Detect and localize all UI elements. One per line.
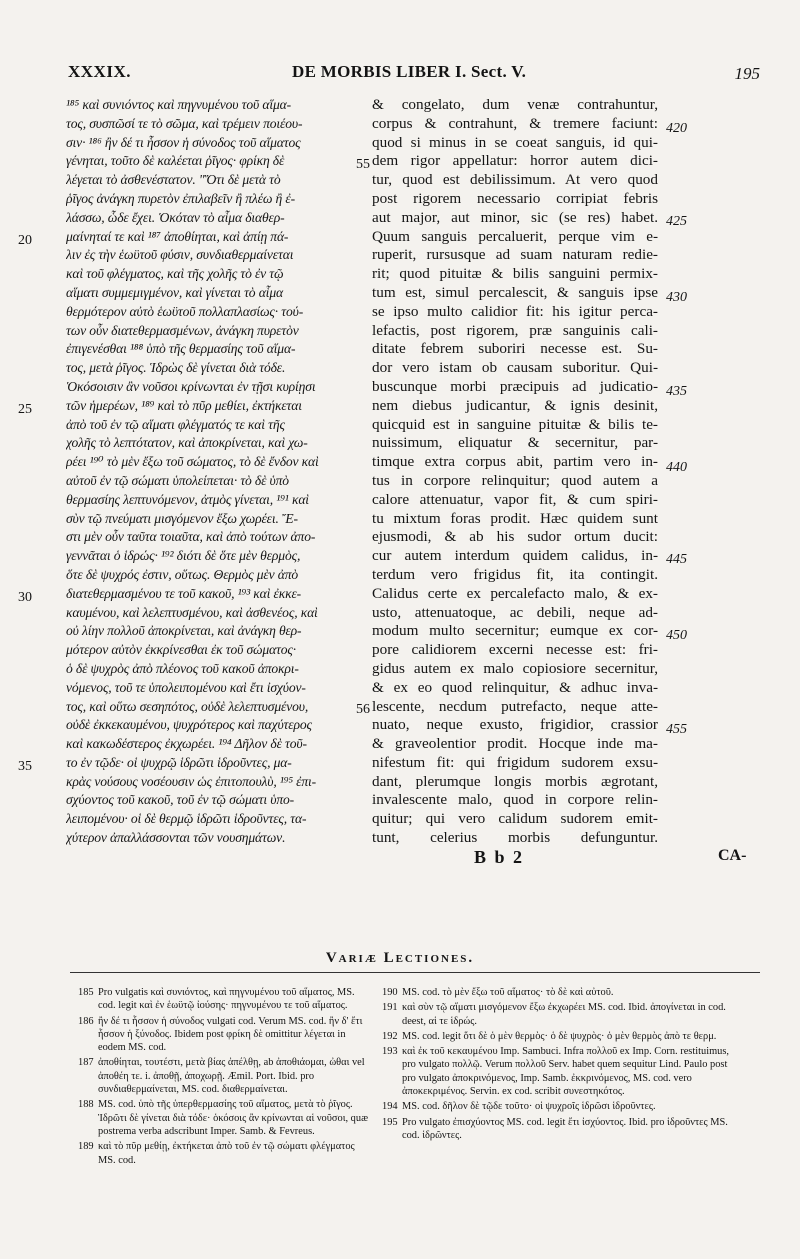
text-line: invalescente malo, quod in corpore relin- (372, 791, 658, 809)
text-line: καὶ κακωδέστερος ἐκχωρέει. ¹⁹⁴ Δῆλον δὲ τοῦ- (66, 736, 307, 752)
text-line: των οὖν διατεθερμασμένων, ἀνάγκη πυρετὸν (66, 322, 299, 338)
text-line: τος, καὶ οὕτω σεσηπότος, οὐδὲ λελεπτυσμένου, (66, 698, 309, 714)
text-line: Ὁκόσοισιν ἂν νοῦσοι κρίνωνται ἐν τῇσι κυρίῃσι (66, 378, 316, 394)
chapter-number: XXXIX. (68, 62, 131, 81)
text-line: & congelato, dum venæ contrahuntur, (372, 96, 658, 113)
line-number: 55 (356, 157, 370, 172)
text-line: νόμενος, τοῦ τε ὑπολειπομένου καὶ ἔτι ἰσχύον- (66, 679, 306, 695)
text-line: buscunque morbi præcipuis ad judicatio- (372, 377, 658, 395)
note-number: 185 (78, 987, 94, 998)
variant-readings-title: Variæ Lectiones. (325, 950, 475, 966)
text-line: quicquid est in sanguine pituitæ & bilis te- (372, 415, 658, 433)
text-line: nifestum fit: qui frigidum sudorem exsu- (372, 753, 658, 771)
text-line: dor vero istam ob causam suboritur. Qui- (372, 359, 658, 377)
text-line: tus in corpore relinquitur; quod autem a (372, 471, 658, 489)
text-line: οὐ λίην πολλοῦ ἀποκρίνεται, καὶ ἀνάγκη θερ- (66, 623, 302, 639)
text-line: Calidus certe ex percalefacto malo, & ex- (372, 584, 658, 602)
text-line: tunt, celerius morbis defunguntur. (372, 829, 658, 847)
line-number: 20 (18, 233, 32, 248)
text-line: tu mixtum foras prodit. Hæc quidem sunt (372, 509, 658, 527)
note-text: MS. cod. ὑπὸ τῆς ὑπερθερμασίης τοῦ αἵματος, μετὰ τὸ ῥῖγος. Ἱδρῶτι δὲ γίνεται διὰ τόδε· ὁκόσοις ἂν κρίνωνται αἱ νοῦσοι, quæ postrema verba adscribunt Imper. Samb. & Fevreus. (98, 1099, 369, 1137)
text-line: ἀπὸ τοῦ ἐν τῷ αἵματι φλέγματός τε καὶ τῆς (66, 416, 285, 432)
text-line: corpus & contrahunt, & tremere faciunt: (372, 114, 658, 132)
line-number: 445 (666, 552, 687, 567)
variant-note (78, 1015, 370, 1055)
variant-note (382, 1100, 738, 1113)
text-line: terdum vero frigidus fit, ita contingit. (372, 565, 658, 583)
text-line: nuato, neque exusto, frigidior, crassior (372, 716, 658, 734)
text-line: σιν· ¹⁸⁶ ἢν δέ τι ἧσσον ἡ σύνοδος τοῦ αἵματος (66, 134, 301, 150)
greek-text-column (66, 96, 362, 848)
divider-rule (70, 972, 760, 973)
variant-note (78, 1056, 370, 1096)
line-number: 35 (18, 759, 32, 774)
text-line: μότερον αὐτὸν ἐκκρίνεσθαι ἐκ τοῦ σώματος· (66, 642, 297, 658)
text-line: καυμένου, καὶ λελεπτυσμένου, καὶ ἀσθενέος, καὶ (66, 604, 318, 620)
text-line: rit; quod pituitæ & bilis sanguini permix- (372, 265, 658, 283)
line-number: 25 (18, 402, 32, 417)
text-line: το ἐν τῷδε· οἱ ψυχρῷ ἱδρῶτι ἱδροῦντες, μα- (66, 754, 292, 770)
text-line: ruperit, rursusque ad suam naturam redie- (372, 246, 658, 264)
text-line: αἵματι συμμεμιγμένον, καὶ γίνεται τὸ αἷμα (66, 284, 283, 300)
note-number: 190 (382, 987, 398, 998)
text-line: διατεθερμασμένου τε τοῦ κακοῦ, ¹⁹³ καὶ ἐκκε- (66, 585, 302, 601)
page-title: DE MORBIS LIBER I. Sect. V. (292, 62, 527, 81)
line-number: 450 (666, 628, 687, 643)
note-text: ἀποθίηται, τουτέστι, μετὰ βίας ἀπέλθῃ, ab ἀποθιάομαι, ὠθαι vel ἀποθέη τε. i. ἀποθῇ, ἀποχωρῇ. Æmil. Port. Ibid. pro συνδιαθερμαίνεται, MS. cod. διαθερμαίνεται. (98, 1057, 365, 1096)
note-text: Pro vulgato ἐπισχύοντος MS. cod. legit ἔτι ἰσχύοντος. Ibid. pro ἱδροῦντες MS. cod. ἱδρῶντες. (402, 1116, 728, 1141)
note-number: 194 (382, 1101, 398, 1113)
line-number: 430 (666, 290, 687, 305)
text-line: χολῆς τὸ λεπτότατον, καὶ ἀποκρίνεται, καὶ χω- (66, 435, 308, 451)
line-number: 420 (666, 121, 687, 136)
text-line: τος, συσπῶσί τε τὸ σῶμα, καὶ τρέμειν ποιέου- (66, 115, 303, 131)
text-line: ditate febrem suboriri necesse est. Su- (372, 340, 658, 358)
note-text: MS. cod. δῆλον δὲ τῷδε τοῦτο· οἱ ψυχροῖς ἱδρῶσι ἱδροῦντες. (402, 1101, 656, 1113)
text-line: quod si minus in se coeat sanguis, id qui- (372, 133, 658, 151)
text-line: quitur; qui vero calidum sudorem emit- (372, 810, 658, 828)
variant-note (382, 986, 738, 999)
text-line: post rigorem necessario corripiat febris (372, 189, 658, 207)
note-number: 187 (78, 1057, 94, 1069)
variant-note (382, 1045, 738, 1098)
variant-note (382, 1030, 738, 1043)
text-line: cur autem interdum quidem calidus, in- (372, 547, 658, 565)
note-number: 192 (382, 1030, 398, 1042)
running-header (60, 62, 770, 86)
text-line: λάσσω, ὧδε ἔχει. Ὁκόταν τὸ αἷμα διαθερ- (66, 209, 285, 225)
note-number: 189 (78, 1141, 94, 1153)
variant-notes-right (382, 986, 738, 1144)
variant-note (382, 1116, 738, 1143)
latin-text-column (372, 96, 658, 848)
line-number: 30 (18, 590, 32, 605)
text-line: τος, μετὰ ῥῖγος. Ἱδρὼς δὲ γίνεται διὰ τόδε. (66, 360, 286, 376)
note-text: καὶ τὸ πῦρ μεθίῃ, ἐκτήκεται ἀπὸ τοῦ ἐν τῷ σώματι φλέγματος MS. cod. (98, 1141, 355, 1166)
text-line: tum est, simul percalescit, & sanguis ipse (372, 283, 658, 301)
text-line: nem diebus judicantur, & ignis desinit, (372, 396, 658, 414)
text-line: στι μὲν οὖν ταῦτα τοιαῦτα, καὶ ἀπὸ τούτων ἀπο- (66, 529, 316, 545)
text-line: γεννᾶται ὁ ἱδρώς· ¹⁹² διότι δὲ ὅτε μὲν θερμὸς, (66, 548, 301, 564)
text-line: κρὰς νούσους νοσέουσιν ὡς ἐπιτοπουλὺ, ¹⁹⁵ ἐπι- (66, 773, 317, 789)
text-line: ¹⁸⁵ καὶ συνιόντος καὶ πηγνυμένου τοῦ αἵμα- (66, 97, 291, 112)
text-line: λέγεται τὸ ἀσθενέστατον. "Ὅτι δὲ μετὰ τὸ (66, 172, 281, 188)
text-line: & graveolentior prodit. Hocque inde ma- (372, 735, 658, 753)
text-line: τῶν ἡμερέων, ¹⁸⁹ καὶ τὸ πῦρ μεθίει, ἐκτήκεται (66, 397, 302, 413)
note-number: 191 (382, 1002, 398, 1014)
text-line: modum multo secernitur; eumque ex cor- (372, 622, 658, 640)
text-line: λιν ἐς τὴν ἑωϋτοῦ φύσιν, συνδιαθερμαίνεται (66, 247, 294, 263)
text-line: tur, quod est debilissimum. At vero quod (372, 171, 658, 189)
line-number: 56 (356, 702, 370, 717)
note-text: Pro vulgatis καὶ συνιόντος, καὶ πηγνυμένου τοῦ αἵματος, MS. cod. legit καὶ ἐν ἑωϋτῷ ἰούσης· πηγνυμένου τε τοῦ αἵματος. (98, 987, 355, 1012)
text-line: θερμασίης λεπτυνόμενον, ἀτμὸς γίνεται, ¹⁹¹ καὶ (66, 491, 309, 507)
text-line: θερμότερον αὐτὸ ἑωϋτοῦ πολλαπλασίως· τού- (66, 303, 304, 319)
text-line: μαίνηταί τε καὶ ¹⁸⁷ ἀποθίηται, καὶ ἀπίῃ πά- (66, 228, 289, 244)
text-line: καὶ τοῦ φλέγματος, καὶ τῆς χολῆς τὸ ἐν τῷ (66, 266, 284, 282)
text-line: ἐπιγενέσθαι ¹⁸⁸ ὑπὸ τῆς θερμασίης τοῦ αἵμα- (66, 341, 296, 357)
text-line: gidus autem ex malo copiosiore secernitur, (372, 659, 658, 677)
text-line: χύτερον ἀπαλλάσσονται τῶν νουσημάτων. (66, 830, 286, 846)
line-number: 425 (666, 214, 687, 229)
text-line: ὅτε δὲ ψυχρός ἐστιν, οὕτως. Θερμὸς μὲν ἀπὸ (66, 566, 299, 582)
text-line: & ex eo quod relinquitur, & adhuc inva- (372, 678, 658, 696)
text-line: nuissimum, eliquatur & secernitur, par- (372, 434, 658, 452)
line-number: 455 (666, 722, 687, 737)
note-number: 195 (382, 1116, 398, 1128)
text-line: ῥῖγος ἀνάγκη πυρετὸν ἐπιλαβεῖν ἢ πλέω ἢ ἐ- (66, 190, 295, 206)
text-line: ρέει ¹⁹⁰ τὸ μὲν ἔξω τοῦ σώματος, τὸ δὲ ἔνδον καὶ (66, 454, 319, 470)
signature-mark: B b 2 (474, 847, 525, 867)
page-number: 195 (734, 64, 760, 83)
variant-note (382, 1001, 738, 1028)
text-line: Quum sanguis percaluerit, perque vim e- (372, 227, 658, 245)
variant-note (78, 986, 370, 1013)
text-line: ejusmodi, & ab his sudor ortum ducit: (372, 528, 658, 546)
text-line: σχύοντος τοῦ κακοῦ, τοῦ ἐν τῷ σώματι ὑπο- (66, 792, 295, 808)
text-line: se ipso multo calidior fit: his igitur perca- (372, 302, 658, 320)
variant-note (78, 1140, 370, 1167)
text-line: usto, attenuatoque, ac debili, neque ad- (372, 603, 658, 621)
note-text: MS. cod. legit ὅτι δὲ ὁ μὲν θερμὸς· ὁ δὲ ψυχρὸς· ὁ μὲν θερμὸς ἀπὸ τε θερμ. (402, 1030, 717, 1042)
variant-note (78, 1098, 370, 1138)
note-number: 188 (78, 1099, 94, 1111)
text-line: σὺν τῷ πνεύματι μισγόμενον ἔξω χωρέει. Ἔ- (66, 510, 298, 526)
variant-notes-left (78, 986, 370, 1169)
text-line: timque extra corpus abit, partim vero in- (372, 453, 658, 471)
text-line: lefactis, post rigorem, præ sanguinis cali- (372, 321, 658, 339)
text-line: lescente, necdum putrefacto, neque atte- (372, 697, 658, 715)
text-line: dem rigor appellatur: horror autem dici- (372, 152, 658, 170)
line-number: 440 (666, 460, 687, 475)
note-number: 193 (382, 1046, 398, 1058)
text-line: γένηται, τοῦτο δὲ καλέεται ῥῖγος· φρίκη δὲ (66, 153, 285, 169)
note-text: καὶ ἐκ τοῦ κεκαυμένου Imp. Sambuci. Infra πολλοῦ ex Imp. Corn. restituimus, pro vulgato πολλῷ. Verum πολλοῦ Serv. habet quem sequitur Lind. Paulo post pro vulgato ἀποκρινόμενος, Imp. Samb. ἐκκρινόμενος, MS. cod. vero ἀποκεκριμένος. Servin. ex cod. scribit συνεστηκότος. (402, 1046, 730, 1098)
catchword: CA- (718, 847, 747, 864)
note-text: καὶ σὺν τῷ αἵματι μισγόμενον ἔξω ἐκχωρέει MS. cod. Ibid. ἀπογίνεται in cod. deest, αἱ τε ἱδρώς. (402, 1002, 726, 1027)
note-text: MS. cod. τὸ μὲν ἔξω τοῦ αἵματος· τὸ δὲ καὶ αὐτοῦ. (402, 987, 614, 998)
text-line: αὐτοῦ ἐν τῷ σώματι ὑπολείπεται· τὸ δὲ ὑπὸ (66, 472, 289, 488)
text-line: οὐδὲ ἐκκεκαυμένου, ψυχρότερος καὶ παχύτερος (66, 717, 312, 733)
text-line: calore attenuatur, vapor fit, & cum spiri- (372, 490, 658, 508)
note-text: ἢν δέ τι ἧσσον ἡ σύνοδος vulgati cod. Verum MS. cod. ἢν δ' ἔτι ἧσσον ἡ ξύνοδος. Ibidem post φρίκη δὲ omittitur λέγεται in eodem MS. cod. (98, 1015, 363, 1054)
line-number: 435 (666, 384, 687, 399)
text-line: λειπομένου· οἱ δὲ θερμῷ ἱδρῶτι ἱδροῦντες, τα- (66, 811, 307, 827)
text-line: dant, plerumque longis morbis ægrotant, (372, 772, 658, 790)
note-number: 186 (78, 1015, 94, 1027)
text-line: aut major, aut minor, sic (se res) habet. (372, 208, 658, 226)
text-line: ὁ δὲ ψυχρὸς ἀπὸ πλέονος τοῦ κακοῦ ἀποκρι- (66, 660, 299, 676)
text-line: pore calidiorem excerni necesse est: fri- (372, 641, 658, 659)
